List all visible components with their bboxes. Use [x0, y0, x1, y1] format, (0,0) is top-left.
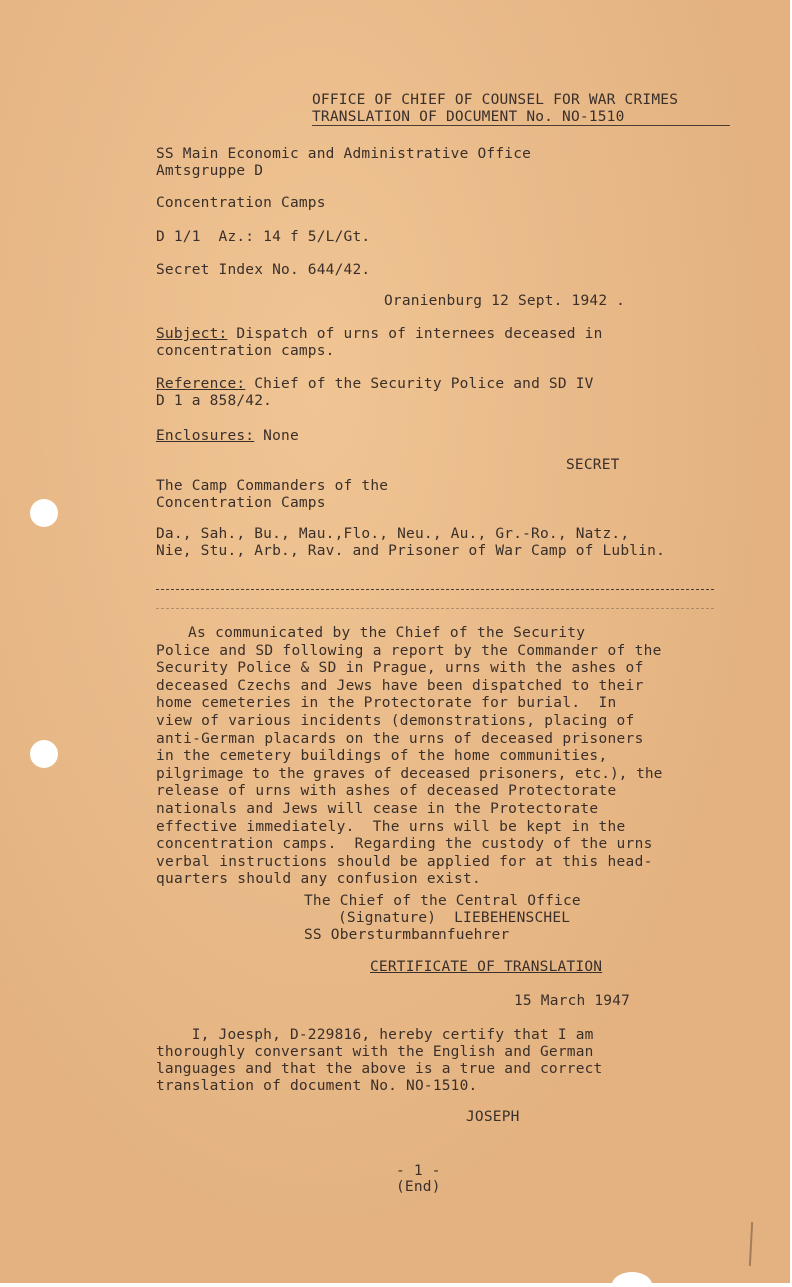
reference-text: Chief of the Security Police and SD IV [245, 376, 594, 392]
divider-dashed-faint [156, 608, 714, 609]
divider-dashed [156, 589, 714, 590]
camps-line1: Da., Sah., Bu., Mau.,Flo., Neu., Au., Gr.-Ro., Natz., [156, 526, 630, 542]
signature-name: (Signature) LIEBEHENSCHEL [338, 910, 571, 926]
paper-notch [612, 1272, 652, 1283]
certificate-signature: JOSEPH [466, 1109, 520, 1125]
certificate-line: languages and that the above is a true and correct [156, 1061, 603, 1077]
paper-mark [749, 1222, 753, 1266]
enclosures-label: Enclosures: [156, 428, 255, 444]
header-underline [312, 125, 730, 126]
office-header: OFFICE OF CHIEF OF COUNSEL FOR WAR CRIMES [312, 92, 679, 108]
body-line: Police and SD following a report by the Commander of the [156, 642, 662, 659]
classification-mark: SECRET [566, 457, 620, 473]
translation-header: TRANSLATION OF DOCUMENT No. NO-1510 [312, 109, 625, 125]
end-marker: (End) [396, 1179, 441, 1195]
body-line: deceased Czechs and Jews have been dispatched to their [156, 677, 644, 694]
certificate-line: thoroughly conversant with the English and German [156, 1044, 594, 1060]
page-number: - 1 - [396, 1163, 441, 1179]
body-line: home cemeteries in the Protectorate for burial. In [156, 695, 617, 712]
body-line: anti-German placards on the urns of deceased prisoners [156, 730, 644, 747]
addressee-line2: Concentration Camps [156, 495, 326, 511]
punch-hole-top [30, 499, 58, 527]
body-line: Security Police & SD in Prague, urns with the ashes of [156, 660, 644, 677]
sender-group: Amtsgruppe D [156, 163, 264, 179]
certificate-date: 15 March 1947 [514, 993, 631, 1009]
addressee-line1: The Camp Commanders of the [156, 478, 389, 494]
secret-index: Secret Index No. 644/42. [156, 262, 371, 278]
body-line: in the cemetery buildings of the home communities, [156, 748, 608, 765]
subject-block [156, 325, 603, 343]
department: Concentration Camps [156, 195, 326, 211]
certificate-title: CERTIFICATE OF TRANSLATION [370, 959, 603, 975]
body-line: pilgrimage to the graves of deceased prisoners, etc.), the [156, 765, 663, 782]
signature-title: The Chief of the Central Office [304, 893, 581, 909]
body-line: verbal instructions should be applied for at this head- [156, 853, 653, 870]
sender-office: SS Main Economic and Administrative Office [156, 146, 532, 162]
reference-text-cont: D 1 a 858/42. [156, 393, 273, 409]
body-line: view of various incidents (demonstrations, placing of [156, 713, 635, 729]
body-line: nationals and Jews will cease in the Protectorate [156, 801, 599, 817]
subject-text: Dispatch of urns of internees deceased in [227, 326, 603, 342]
place-date: Oranienburg 12 Sept. 1942 . [384, 293, 626, 309]
subject-text-cont: concentration camps. [156, 343, 335, 359]
subject-label: Subject: [156, 326, 228, 342]
signature-rank: SS Obersturmbannfuehrer [304, 927, 510, 943]
reference-label: Reference: [156, 376, 246, 392]
punch-hole-bottom [30, 740, 58, 768]
reference-block [156, 375, 594, 393]
body-line: concentration camps. Regarding the custody of the urns [156, 836, 653, 853]
certificate-line: translation of document No. NO-1510. [156, 1078, 478, 1094]
body-line: quarters should any confusion exist. [156, 871, 482, 888]
file-reference: D 1/1 Az.: 14 f 5/L/Gt. [156, 229, 371, 245]
enclosures-block [156, 427, 299, 445]
certificate-line: I, Joesph, D-229816, hereby certify that I am [156, 1027, 594, 1043]
body-line: As communicated by the Chief of the Security [188, 625, 586, 641]
camps-line2: Nie, Stu., Arb., Rav. and Prisoner of War Camp of Lublin. [156, 543, 665, 559]
body-line: release of urns with ashes of deceased Protectorate [156, 783, 617, 800]
body-line: effective immediately. The urns will be kept in the [156, 818, 626, 835]
enclosures-text: None [254, 428, 299, 444]
